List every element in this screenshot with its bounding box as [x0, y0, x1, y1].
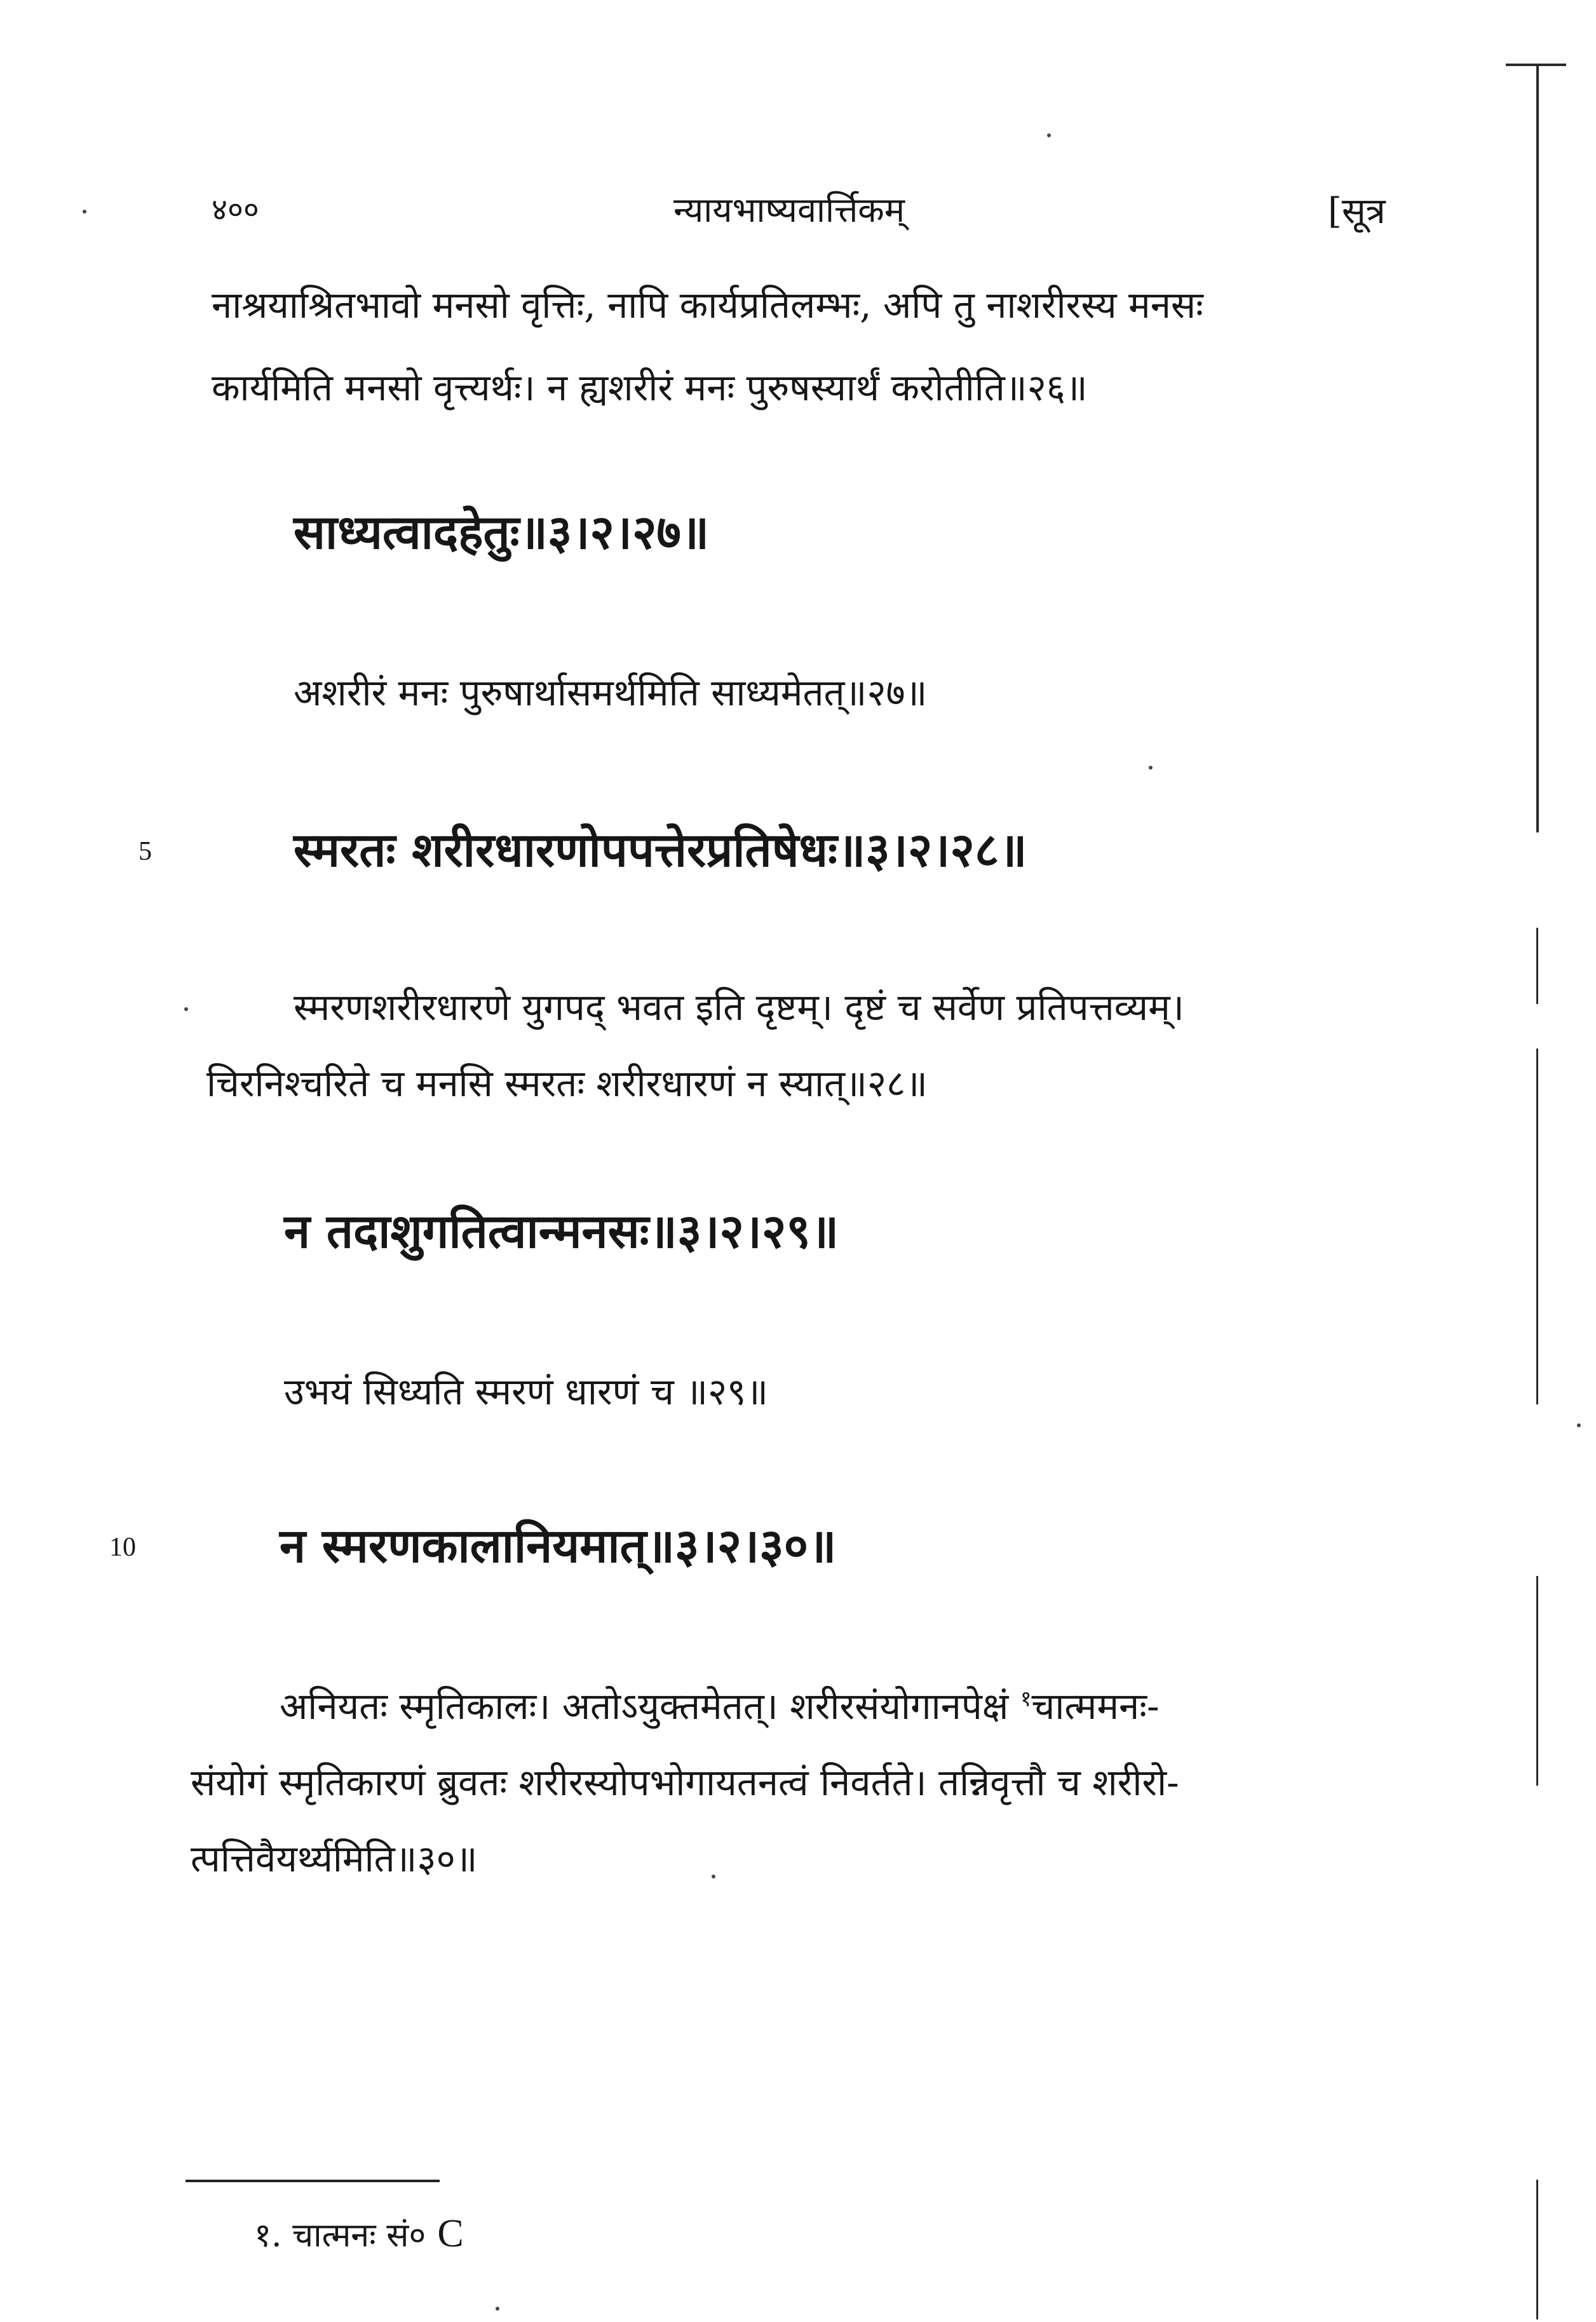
running-title: न्यायभाष्यवार्त्तिकम्	[673, 190, 905, 230]
sutra-29: न तदाशुगतित्वान्मनसः॥३।२।२९॥	[284, 1204, 839, 1259]
sutra-28: स्मरतः शरीरधारणोपपत्तेरप्रतिषेधः॥३।२।२८॥	[294, 823, 1027, 878]
commentary-30-line-1-text: अनियतः स्मृतिकालः। अतोऽयुक्तमेतत्। शरीरसंयोगानपेक्षं	[280, 1685, 1009, 1728]
commentary-26-line-2: कार्यमिति मनसो वृत्त्यर्थः। न ह्यशरीरं मनः पुरुषस्यार्थं करोतीति॥२६॥	[212, 366, 1088, 409]
scan-edge-line	[1536, 928, 1538, 1004]
line-number-5: 5	[139, 837, 152, 866]
commentary-28-line-1: स्मरणशरीरधारणे युगपद् भवत इति दृष्टम्। दृष्टं च सर्वेण प्रतिपत्तव्यम्।	[294, 986, 1184, 1029]
footnote	[254, 2211, 464, 2258]
line-number-10: 10	[109, 1533, 136, 1562]
footnote-marker: १	[1020, 1686, 1032, 1712]
scan-speck	[712, 1875, 715, 1878]
commentary-27-line-1: अशरीरं मनः पुरुषार्थासमर्थमिति साध्यमेतत्॥२७॥	[294, 671, 928, 714]
page-number: ४००	[212, 192, 259, 227]
scan-edge-line	[1536, 1576, 1538, 1786]
scan-speck	[1047, 133, 1051, 137]
footnote-manuscript-siglum: C	[437, 2212, 464, 2255]
commentary-29-line-1: उभयं सिध्यति स्मरणं धारणं च ॥२९॥	[284, 1370, 769, 1413]
sutra-30: न स्मरणकालानियमात्॥३।२।३०॥	[280, 1519, 837, 1573]
commentary-26-line-1: नाश्रयाश्रितभावो मनसो वृत्तिः, नापि कार्यप्रतिलम्भः, अपि तु नाशरीरस्य मनसः	[212, 283, 1203, 327]
commentary-30-line-2: संयोगं स्मृतिकारणं ब्रुवतः शरीरस्योपभोगायतनत्वं निवर्तते। तन्निवृत्तौ च शरीरो-	[191, 1761, 1179, 1804]
commentary-30-line-1-text-end: चात्ममनः-	[1031, 1685, 1160, 1728]
commentary-30-line-1	[280, 1681, 1160, 1732]
scan-speck	[83, 210, 86, 214]
footnote-text: १. चात्मनः सं०	[254, 2217, 426, 2255]
sutra-27: साध्यत्वादहेतुः॥३।२।२७॥	[294, 505, 710, 560]
commentary-30-line-3: त्पत्तिवैयर्थ्यमिति॥३०॥	[191, 1837, 478, 1880]
section-label: [सूत्र	[1328, 191, 1386, 232]
scan-edge-line	[1536, 64, 1539, 832]
scan-speck	[1149, 766, 1153, 770]
footnote-divider	[186, 2180, 440, 2182]
scan-speck	[1577, 1423, 1581, 1427]
commentary-28-line-2: चिरनिश्चरिते च मनसि स्मरतः शरीरधारणं न स्यात्॥२८॥	[206, 1062, 928, 1105]
scan-speck	[184, 1007, 188, 1011]
scan-edge-line	[1536, 2180, 1538, 2319]
scan-edge-line	[1536, 1049, 1538, 1404]
scan-speck	[496, 2307, 499, 2311]
